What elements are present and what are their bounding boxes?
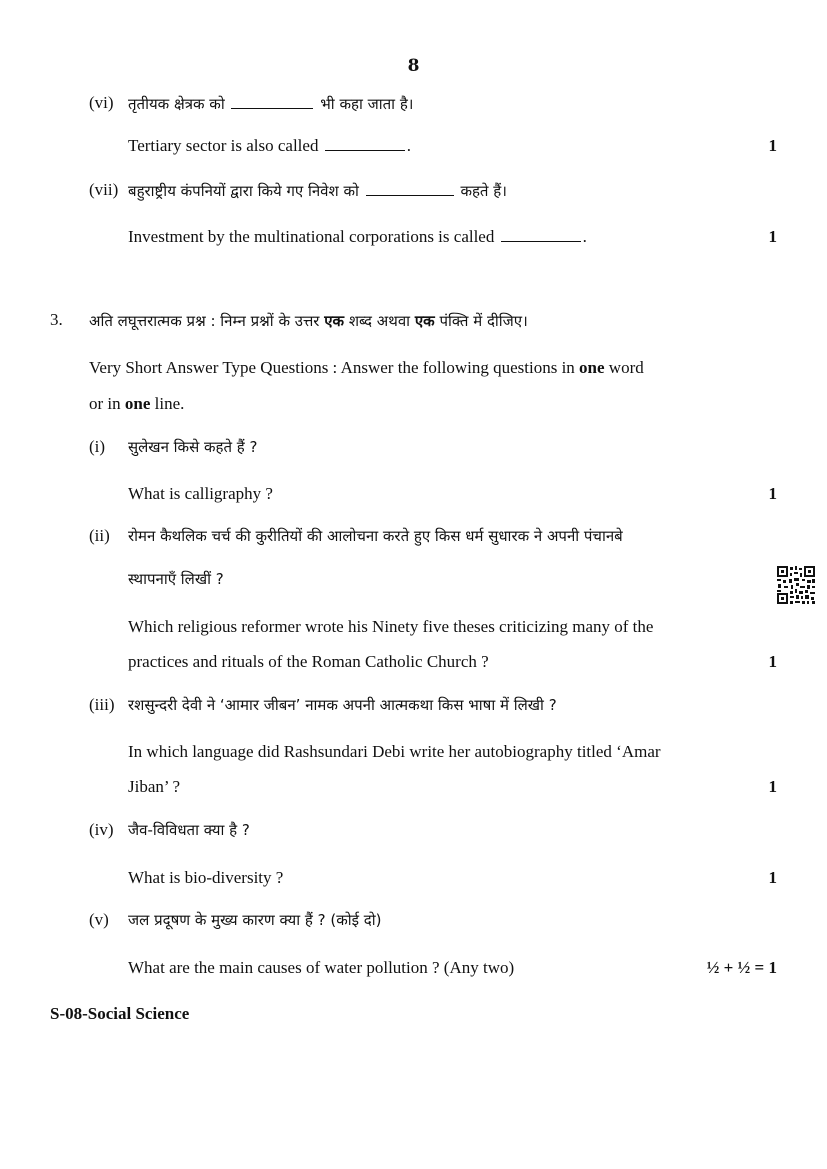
fill-blank <box>231 107 313 109</box>
question-english <box>128 227 587 247</box>
question-hindi: रशसुन्दरी देवी ने ‘आमार जीबन’ नामक अपनी आत्मकथा किस भाषा में लिखी ? <box>128 696 557 714</box>
text: भी कहा जाता है। <box>320 95 414 113</box>
question-number: 3. <box>50 310 63 329</box>
marks: 1 <box>768 652 777 671</box>
text: Tertiary sector is also called <box>128 136 319 155</box>
fill-blank <box>366 194 454 196</box>
text-bold: एक <box>324 312 345 330</box>
question-hindi: रोमन कैथलिक चर्च की कुरीतियों की आलोचना करते हुए किस धर्म सुधारक ने अपनी पंचानबे <box>128 527 623 545</box>
question-heading-hindi <box>89 311 528 331</box>
text: Investment by the multinational corporations is called <box>128 227 495 246</box>
marks: 1 <box>768 136 777 155</box>
marks: 1 <box>768 484 777 503</box>
question-english: What is bio-diversity ? <box>128 868 284 887</box>
question-english: Which religious reformer wrote his Ninety five theses criticizing many of the <box>128 617 654 636</box>
fill-blank <box>501 240 581 242</box>
item-number: (ii) <box>89 526 110 545</box>
question-hindi: जल प्रदूषण के मुख्य कारण क्या हैं ? (कोई दो) <box>128 911 382 929</box>
text: तृतीयक क्षेत्रक को <box>128 95 225 113</box>
text-bold: एक <box>414 312 435 330</box>
text: word <box>608 358 644 377</box>
fill-blank <box>325 149 405 151</box>
item-number: (vi) <box>89 93 114 112</box>
item-number: (i) <box>89 437 106 456</box>
marks: 1 <box>768 777 777 796</box>
text: बहुराष्ट्रीय कंपनियों द्वारा किये गए निवेश को <box>128 182 359 200</box>
text: or in <box>89 394 121 413</box>
text: line. <box>154 394 185 413</box>
item-number: (v) <box>89 910 109 929</box>
question-english <box>128 136 411 156</box>
item-number: (vii) <box>89 180 119 199</box>
question-hindi <box>128 181 507 201</box>
text: . <box>406 136 411 155</box>
question-hindi: सुलेखन किसे कहते हैं ? <box>128 438 258 456</box>
item-number: (iv) <box>89 820 114 839</box>
question-english: In which language did Rashsundari Debi write her autobiography titled ‘Amar <box>128 742 661 761</box>
question-hindi <box>128 94 413 114</box>
question-english: What is calligraphy ? <box>128 484 273 503</box>
footer-subject-code: S-08-Social Science <box>50 1004 190 1023</box>
text: अति लघूत्तरात्मक प्रश्न : निम्न प्रश्नों के उत्तर <box>89 312 320 330</box>
marks: 1 <box>768 868 777 887</box>
question-hindi: स्थापनाएँ लिखीं ? <box>128 570 224 588</box>
question-english: Jiban’ ? <box>128 777 181 796</box>
text-bold: one <box>124 394 151 413</box>
qr-code-icon <box>776 565 816 605</box>
text-bold: one <box>579 358 605 377</box>
question-english: What are the main causes of water pollution ? (Any two) <box>128 958 515 977</box>
marks: ½ + ½ = 1 <box>706 958 777 977</box>
question-heading-english <box>89 358 644 378</box>
text: . <box>582 227 587 246</box>
item-number: (iii) <box>89 695 115 714</box>
question-heading-english <box>89 394 184 414</box>
text: कहते हैं। <box>460 182 507 200</box>
question-hindi: जैव-विविधता क्या है ? <box>128 821 250 839</box>
marks: 1 <box>768 227 777 246</box>
question-english: practices and rituals of the Roman Catholic Church ? <box>128 652 489 671</box>
text: Very Short Answer Type Questions : Answer the following questions in <box>89 358 575 377</box>
page-number: 8 <box>407 56 420 76</box>
text: शब्द अथवा <box>348 312 411 330</box>
text: पंक्ति में दीजिए। <box>439 312 528 330</box>
